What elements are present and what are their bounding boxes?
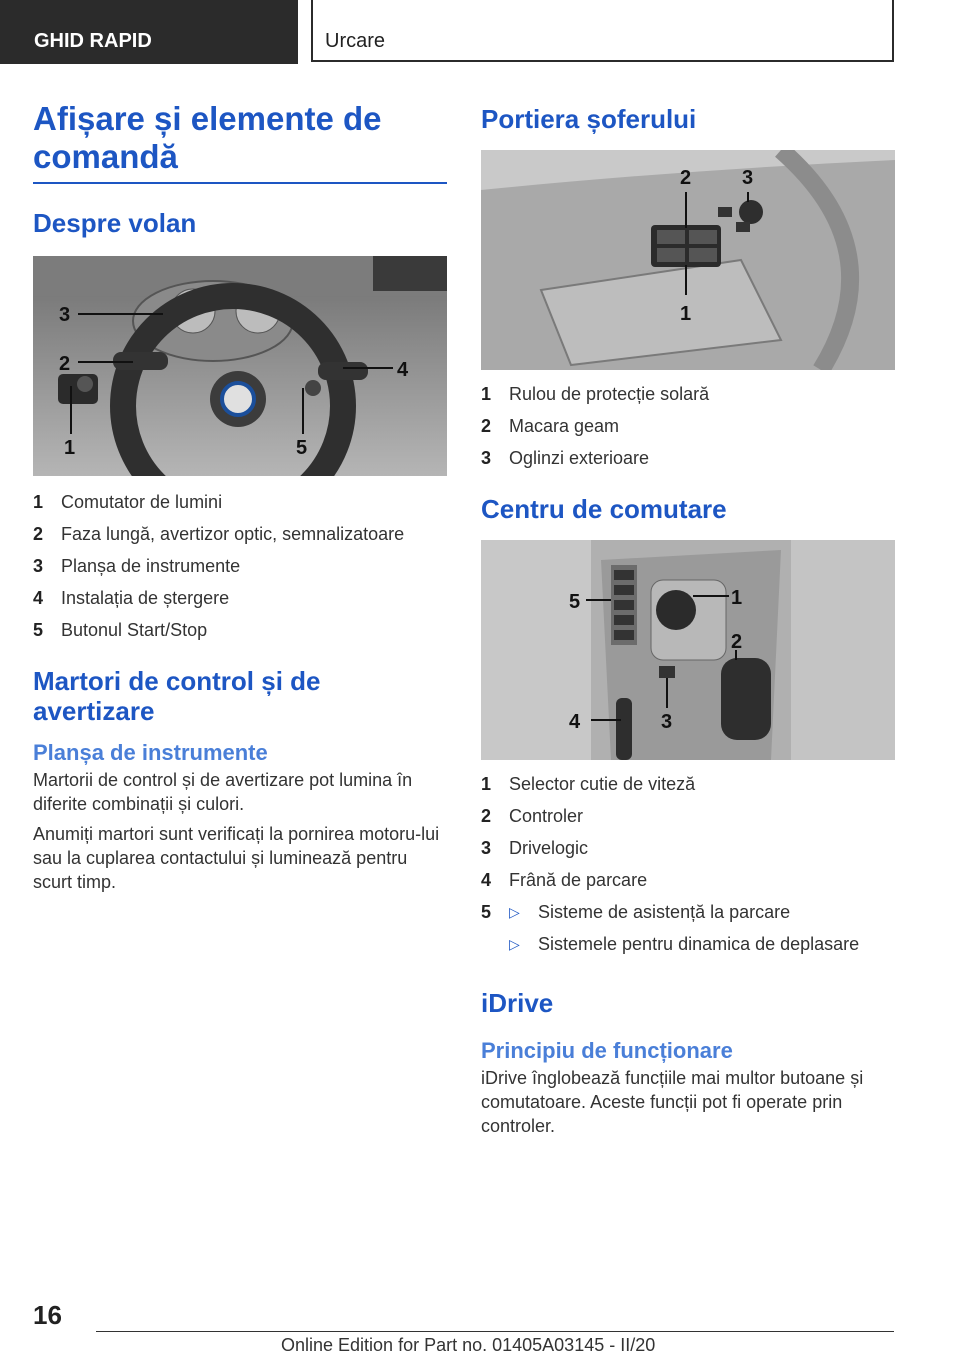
section-label: GHID RAPID	[34, 30, 152, 52]
console-list	[481, 772, 895, 964]
callout-1: 1	[731, 587, 743, 609]
callout-4: 4	[569, 711, 581, 733]
steering-heading: Despre volan	[33, 208, 197, 238]
list-item: 2 Faza lungă, avertizor optic, semnalizatoare	[33, 524, 405, 544]
list-item: 4 Frână de parcare	[481, 870, 648, 890]
list-item: ▷ Sistemele pentru dinamica de deplasare	[509, 934, 860, 954]
edition-text: Online Edition for Part no. 01405A03145 - II/20	[281, 1335, 656, 1355]
idrive-subheading: Principiu de funcționare	[481, 1038, 733, 1063]
callout-5: 5	[569, 591, 581, 613]
console-heading: Centru de comutare	[481, 494, 727, 524]
steering-wheel-image	[33, 256, 447, 476]
page-title: Afișare și elemente de comandă	[33, 100, 382, 175]
callout-3: 3	[742, 167, 754, 189]
chapter-label: Urcare	[325, 30, 386, 52]
callout-2: 2	[731, 631, 743, 653]
title-rule	[33, 182, 447, 184]
triangle-bullet-icon: ▷	[509, 936, 520, 952]
callout-1: 1	[64, 437, 76, 459]
indicators-paragraph-1: Martorii de control și de avertizare pot lumina în diferite combinații și culori.	[33, 770, 413, 814]
list-item: 2 Controler	[481, 806, 584, 826]
list-item: 4 Instalația de ștergere	[33, 588, 230, 608]
right-column	[481, 100, 895, 1138]
indicators-subheading: Planșa de instrumente	[33, 740, 268, 765]
left-column	[33, 100, 447, 894]
indicators-heading: Martori de control și de avertizare	[33, 666, 321, 726]
triangle-bullet-icon: ▷	[509, 904, 520, 920]
list-item: 1 Comutator de lumini	[33, 492, 223, 512]
list-item: 5 ▷ Sisteme de asistență la parcare	[481, 902, 791, 922]
list-item: 1 Selector cutie de viteză	[481, 774, 696, 794]
steering-list	[33, 490, 447, 650]
list-item: 2 Macara geam	[481, 416, 620, 436]
list-item: 5 Butonul Start/Stop	[33, 620, 208, 640]
door-heading: Portiera șoferului	[481, 104, 697, 134]
idrive-heading: iDrive	[481, 988, 554, 1018]
callout-2: 2	[59, 353, 71, 375]
chapter-box	[311, 0, 894, 62]
list-item: 3 Drivelogic	[481, 838, 589, 858]
center-console-image	[481, 540, 895, 760]
driver-door-image	[481, 150, 895, 370]
page-number: 16	[33, 1300, 62, 1330]
callout-3: 3	[661, 711, 673, 733]
indicators-paragraph-2: Anumiți martori sunt verificați la pornirea motoru-lui sau la cuplarea contactului și luminează pentru scurt timp.	[33, 824, 440, 892]
callout-5: 5	[296, 437, 308, 459]
callout-4: 4	[397, 359, 409, 381]
list-item: 3 Planșa de instrumente	[33, 556, 241, 576]
idrive-paragraph: iDrive înglobează funcțiile mai multor butoane și comutatoare. Aceste funcții pot fi operate prin controler.	[481, 1068, 864, 1136]
footer-rule	[96, 1331, 894, 1332]
section-tab	[0, 0, 298, 64]
callout-1: 1	[680, 303, 692, 325]
list-item: 3 Oglinzi exterioare	[481, 448, 650, 468]
door-list	[481, 382, 895, 478]
callout-2: 2	[680, 167, 692, 189]
list-item: 1 Rulou de protecție solară	[481, 384, 710, 404]
callout-3: 3	[59, 304, 71, 326]
